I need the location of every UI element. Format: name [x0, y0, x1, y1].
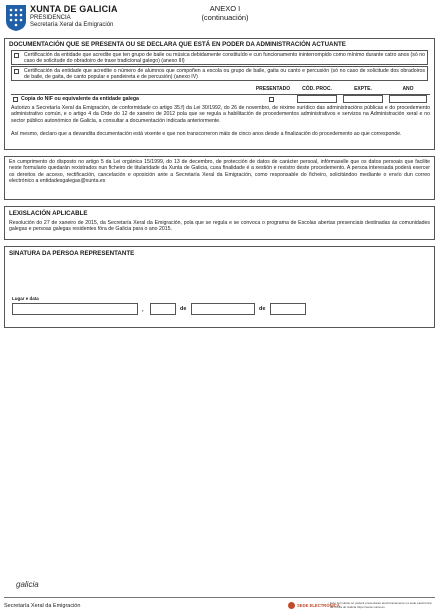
comma-separator: , [142, 307, 144, 313]
legislation-text: Resolución do 27 de xaneiro de 2015, da Secretaría Xeral da Emigración, pola que se regula e se convoca o programa de Escolas abertas presenciais destinadas ás comunidades galegas e persoas galegas residentes fóra de Galicia para o ano 2015. [9, 220, 430, 233]
nif-checkbox[interactable] [13, 97, 18, 102]
doc-item-row [11, 50, 428, 65]
expte-field[interactable] [343, 95, 383, 103]
doc-item-checkbox[interactable] [14, 53, 19, 58]
signature-section [4, 246, 435, 328]
ano-field[interactable] [389, 95, 427, 103]
documentation-title: DOCUMENTACIÓN QUE SE PRESENTA OU SE DECLARA QUE ESTÁ EN PODER DA ADMINISTRACIÓN ACTUANTE [9, 41, 346, 48]
sede-electronica-icon [288, 602, 295, 609]
col-header-expte: EXPTE. [354, 86, 372, 92]
doc-item-row [11, 66, 428, 81]
legislation-title: LEXISLACIÓN APLICABLE [9, 210, 88, 217]
legislation-section [4, 206, 435, 240]
xunta-shield-icon [5, 4, 27, 32]
declaration-text: Así mesmo, declaro que a devandita documentación está vixente e que non transcorreron máis de cinco anos desde a finalización do procedemento ao que corresponde. [11, 131, 402, 137]
month-field[interactable] [191, 303, 255, 315]
sede-electronica-note: Este formulario só poderá presentarse electrónicamente na sede electrónica da Xunta de Galicia https://sede.xunta.es [330, 601, 432, 609]
logo-title: XUNTA DE GALICIA [30, 4, 118, 14]
de-separator: de [259, 306, 266, 312]
data-protection-text: En cumprimento do disposto no artigo 5 da Lei orgánica 15/1999, do 13 de decembro, de protección de datos de carácter persoal, infórmaselle que os datos persoais que facilite neste formulario quedarán rexistrados nun ficheiro de titularidade da Xunta de Galicia, cuxa finalidade é a xestión e rexistro deste procedemento. A persoa interesada poderá exercer os dereitos de acceso, rectificación, cancelación e oposición ante a Secretaría Xeral da Emigración, como responsable do ficheiro, solicitándoo mediante o envío dun correo electrónico a entidadesgalegas@xunta.es [9, 159, 430, 184]
logo-department: Secretaría Xeral da Emigración [30, 22, 114, 28]
year-field[interactable] [270, 303, 306, 315]
nif-item-text: Copia do NIF ou equivalente da entidade galega [21, 96, 139, 102]
presentado-checkbox[interactable] [269, 97, 274, 102]
doc-item-text: Certificación da entidade que acredite que ten grupo de baile ou música debidamente constituído e cun funcionamento ininterrompido como mínimo durante catro anos (só no caso de solicitude do obradoiro de traxe tradicional galego) (anexo III) [24, 52, 425, 65]
data-protection-section [4, 156, 435, 200]
place-date-label: Lugar e data [12, 296, 39, 301]
doc-item-text: Certificación da entidade que acredite o número de alumnos que compoñen a escola ou grupo de baile, gaita ou canto e percusión (só no caso de solicitude dos obradoiros de baile, de gaita, de canto popular e pandeireta e de percusión) (anexo IV) [24, 68, 425, 81]
de-separator: de [180, 306, 187, 312]
annex-subtitle: (continuación) [201, 13, 249, 22]
col-header-cod-proc: CÓD. PROC. [302, 86, 332, 92]
annex-heading [170, 4, 280, 22]
signature-title: SINATURA DA PERSOA REPRESENTANTE [9, 250, 135, 257]
footer-divider [4, 597, 435, 598]
documentation-section [4, 38, 435, 150]
galicia-logo: galicia [16, 580, 39, 589]
logo-subtitle: PRESIDENCIA [30, 15, 71, 21]
sede-electronica-label: SEDE ELECTRÓNICA [297, 603, 340, 608]
cod-proc-field[interactable] [297, 95, 337, 103]
day-field[interactable] [150, 303, 176, 315]
authorization-text: Autorizo a Secretaría Xeral da Emigración, de conformidade co artigo 35.f) da Lei 30/1992, do 26 de novembro, de réxime xurídico das administracións públicas e do procedemento administrativo común, e o artigo 4 da Orde do 12 de xaneiro de 2012 pola que se regula a habilitación de procedementos administrativos e servizos na Administración xeral e no sector público autonómico de Galicia, a consultar a documentación indicada anteriormente. [11, 105, 430, 124]
footer-department: Secretaría Xeral da Emigración [4, 603, 81, 609]
col-header-presentado: PRESENTADO [255, 86, 291, 92]
annex-title: ANEXO I [209, 4, 241, 13]
doc-item-checkbox[interactable] [14, 69, 19, 74]
place-field[interactable] [12, 303, 138, 315]
col-header-ano: ANO [402, 86, 414, 92]
